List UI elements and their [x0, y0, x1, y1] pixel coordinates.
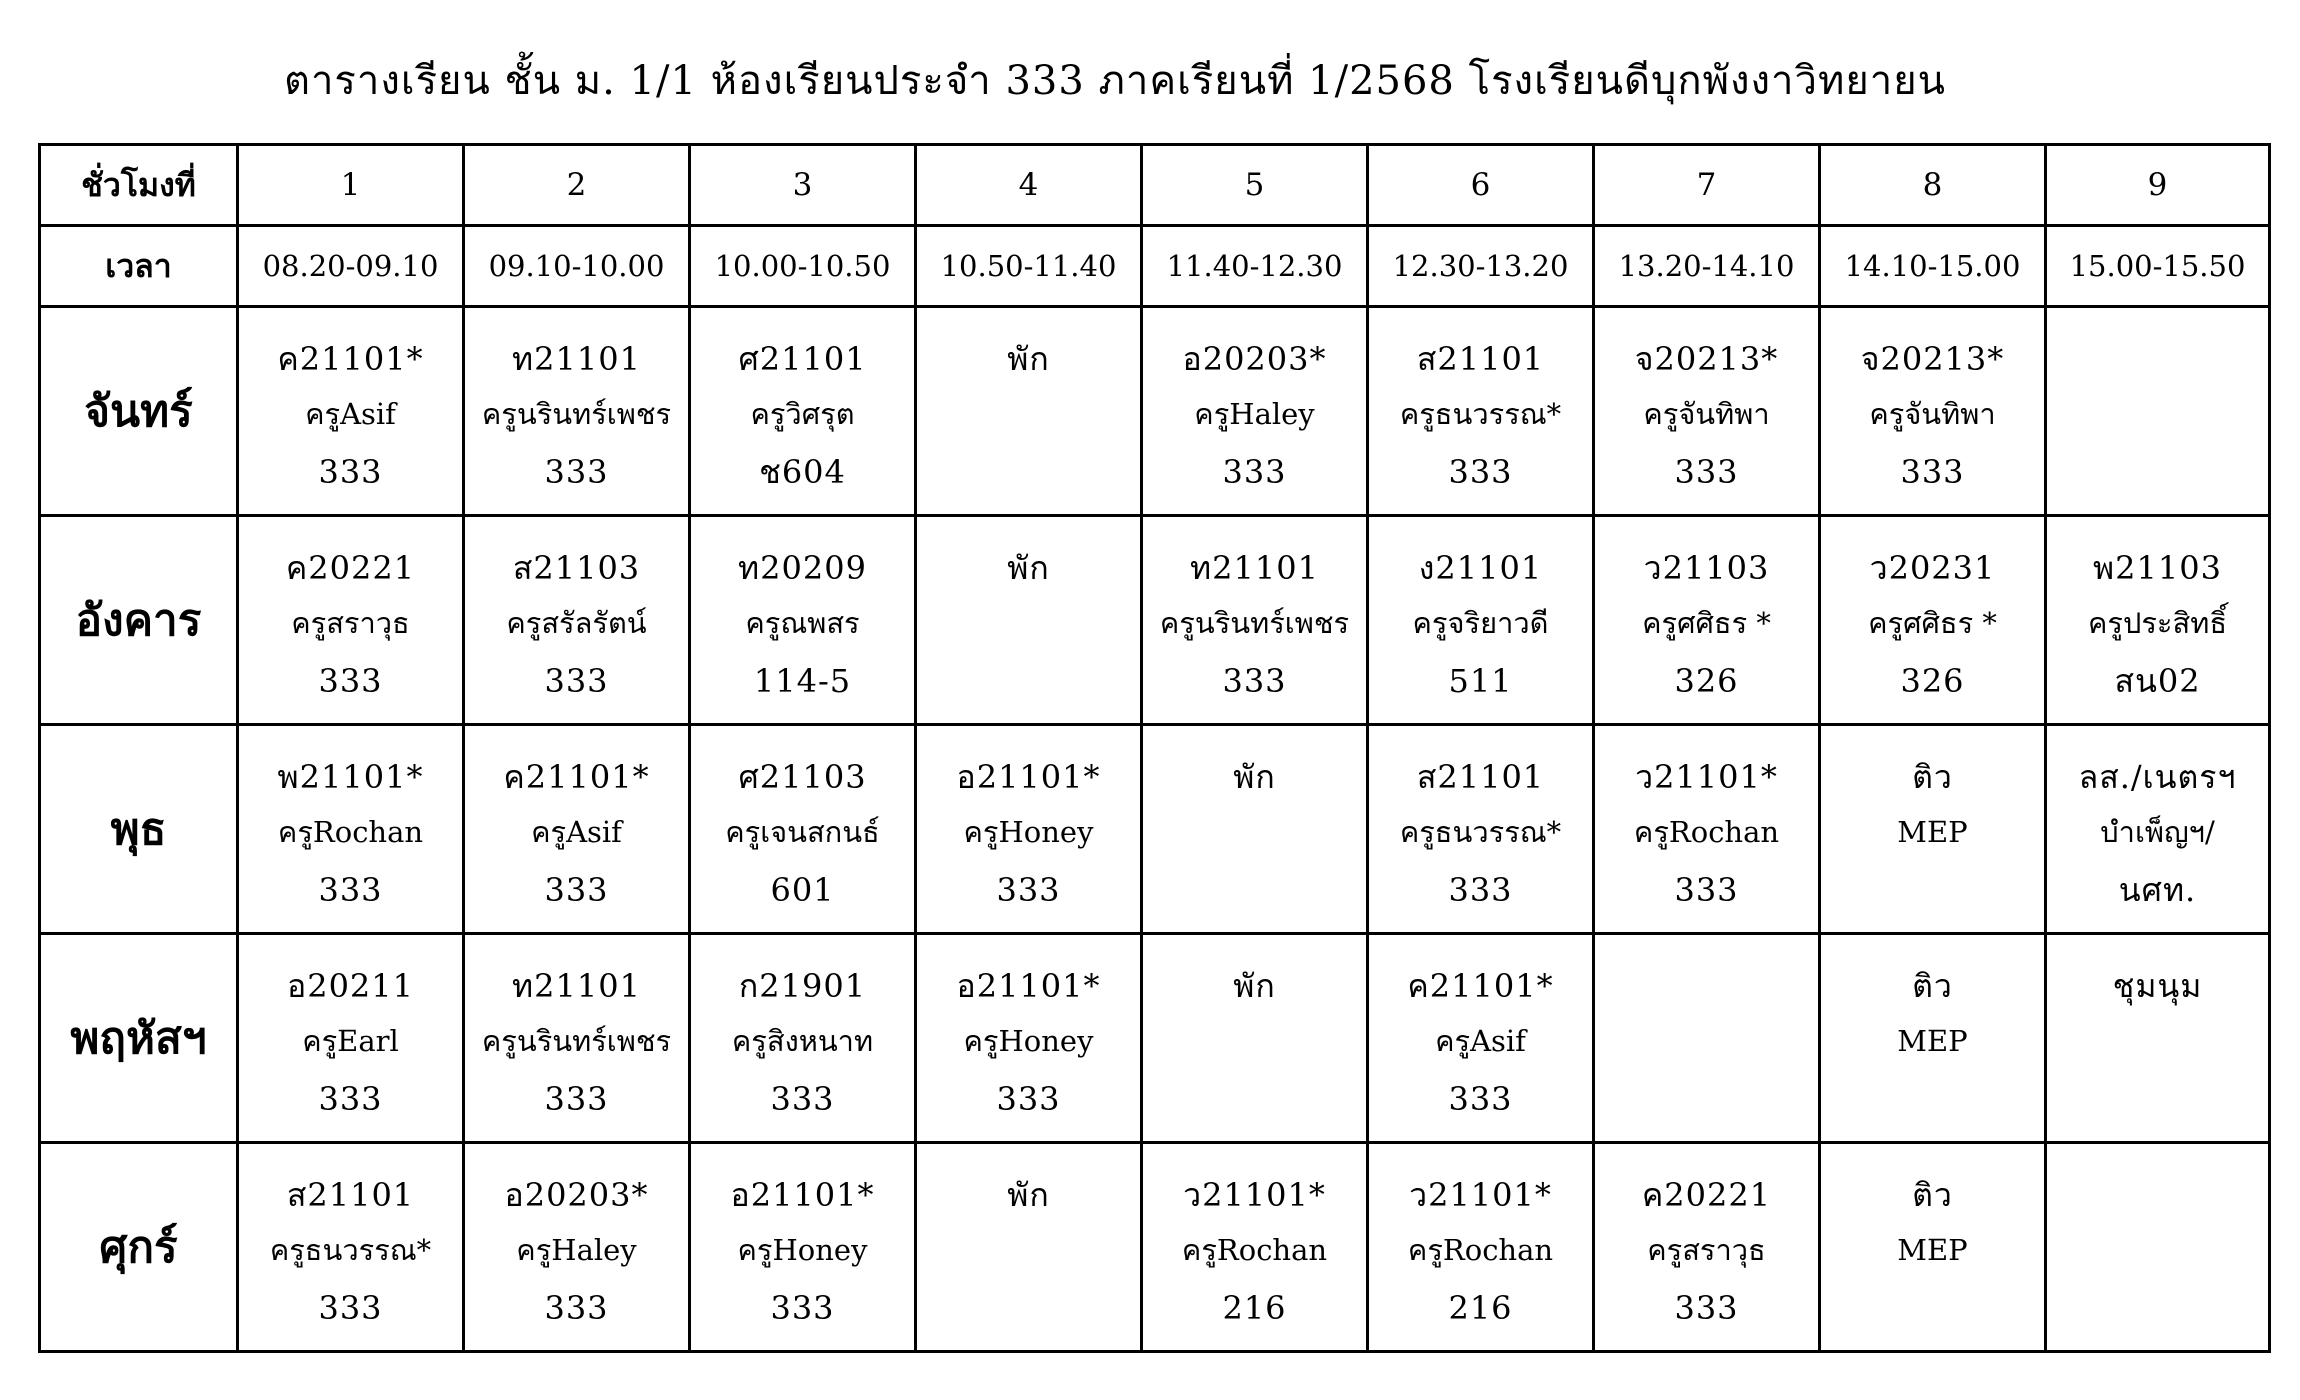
schedule-cell — [690, 307, 916, 516]
teacher-name — [1595, 1011, 1818, 1071]
room-number — [2047, 1280, 2268, 1336]
teacher-name: ครูจันทิพา — [1643, 397, 1770, 431]
schedule-cell — [1594, 934, 1820, 1143]
period-time: 09.10-10.00 — [464, 226, 690, 307]
schedule-cell — [1368, 1143, 1594, 1352]
schedule-cell — [2046, 516, 2270, 725]
schedule-cell — [464, 934, 690, 1143]
teacher-name: ครูRochan — [1407, 1233, 1554, 1267]
room-number — [1821, 1071, 2044, 1127]
room-number — [917, 653, 1140, 709]
room-number — [2047, 444, 2268, 500]
teacher-name: ครูสิงหนาท — [731, 1024, 874, 1058]
room-number: 333 — [544, 453, 609, 491]
day-row — [40, 516, 2270, 725]
period-time: 12.30-13.20 — [1368, 226, 1594, 307]
room-number — [1595, 1071, 1818, 1127]
subject-code: ติว — [1912, 967, 1953, 1005]
teacher-name: ครูจริยาวดี — [1412, 606, 1549, 640]
day-row — [40, 1143, 2270, 1352]
subject-code: พัก — [1007, 340, 1050, 378]
subject-code: ง21101 — [1418, 549, 1543, 587]
schedule-cell — [464, 307, 690, 516]
schedule-cell — [1142, 307, 1368, 516]
subject-code: ว20231 — [1869, 549, 1996, 587]
subject-code: ส21103 — [512, 549, 641, 587]
room-number: 333 — [318, 1289, 383, 1327]
schedule-cell — [2046, 307, 2270, 516]
period-number: 4 — [916, 145, 1142, 226]
room-number: 333 — [1674, 453, 1739, 491]
subject-code: ค21101* — [277, 340, 424, 378]
teacher-name: ครูHoney — [963, 815, 1094, 849]
teacher-name: ครูเจนสกนธ์ — [725, 815, 880, 849]
room-number: 333 — [318, 662, 383, 700]
schedule-cell — [690, 1143, 916, 1352]
period-time: 14.10-15.00 — [1820, 226, 2046, 307]
teacher-name: ครูธนวรรณ* — [269, 1233, 432, 1267]
teacher-name — [917, 384, 1140, 444]
subject-code: ว21101* — [1635, 758, 1778, 796]
period-time: 11.40-12.30 — [1142, 226, 1368, 307]
timetable — [38, 143, 2271, 1353]
subject-code: อ20203* — [1182, 340, 1327, 378]
schedule-cell — [916, 1143, 1142, 1352]
room-number: 333 — [1448, 871, 1513, 909]
schedule-cell — [464, 1143, 690, 1352]
subject-code: ท20209 — [738, 549, 867, 587]
subject-code: ก21901 — [738, 967, 867, 1005]
subject-code: พัก — [1007, 549, 1050, 587]
teacher-name: ครูณพสร — [745, 606, 860, 640]
room-number: 114-5 — [753, 662, 852, 700]
teacher-name — [1143, 802, 1366, 862]
teacher-name: ครูHaley — [516, 1233, 637, 1267]
schedule-cell — [1820, 516, 2046, 725]
subject-code: ว21103 — [1643, 549, 1770, 587]
period-time: 10.00-10.50 — [690, 226, 916, 307]
subject-code: ส21101 — [1416, 340, 1545, 378]
teacher-name: ครูจันทิพา — [1869, 397, 1996, 431]
day-name: ศุกร์ — [40, 1143, 238, 1352]
room-number: 333 — [770, 1289, 835, 1327]
subject-code: ค20221 — [285, 549, 416, 587]
room-number: นศท. — [2118, 871, 2197, 909]
day-row — [40, 307, 2270, 516]
teacher-name: ครูสราวุธ — [1647, 1233, 1766, 1267]
teacher-name: ครูAsif — [531, 815, 622, 849]
subject-code: อ21101* — [730, 1176, 875, 1214]
room-number: 333 — [318, 453, 383, 491]
subject-code: พัก — [1233, 967, 1276, 1005]
schedule-cell — [1142, 516, 1368, 725]
room-number — [1821, 862, 2044, 918]
room-number — [917, 444, 1140, 500]
period-time: 15.00-15.50 — [2046, 226, 2270, 307]
time-row — [40, 226, 2270, 307]
schedule-cell — [1820, 307, 2046, 516]
teacher-name: ครูประสิทธิ์ — [2087, 606, 2228, 640]
period-number: 8 — [1820, 145, 2046, 226]
schedule-cell — [238, 516, 464, 725]
subject-code: ค20221 — [1641, 1176, 1772, 1214]
teacher-name: MEP — [1897, 815, 1968, 849]
room-number: 333 — [544, 1080, 609, 1118]
schedule-cell — [1368, 516, 1594, 725]
room-number: 333 — [1448, 1080, 1513, 1118]
schedule-cell — [1142, 725, 1368, 934]
teacher-name: ครูสรัลรัตน์ — [506, 606, 647, 640]
day-row — [40, 934, 2270, 1143]
schedule-cell — [916, 934, 1142, 1143]
schedule-cell — [916, 725, 1142, 934]
subject-code: ค21101* — [503, 758, 650, 796]
period-number: 2 — [464, 145, 690, 226]
schedule-cell — [238, 1143, 464, 1352]
subject-code: ติว — [1912, 1176, 1953, 1214]
room-number: 333 — [318, 871, 383, 909]
room-number: 216 — [1448, 1289, 1513, 1327]
teacher-name: ครูนรินทร์เพชร — [481, 1024, 672, 1058]
room-number: 333 — [1674, 871, 1739, 909]
room-number: 333 — [996, 871, 1061, 909]
period-time: 10.50-11.40 — [916, 226, 1142, 307]
room-number: 333 — [1900, 453, 1965, 491]
schedule-cell — [690, 725, 916, 934]
room-number: 333 — [1448, 453, 1513, 491]
schedule-cell — [464, 725, 690, 934]
teacher-name: ครูวิศรุต — [750, 397, 855, 431]
teacher-name: ครูสราวุธ — [291, 606, 410, 640]
teacher-name: ครูRochan — [1633, 815, 1780, 849]
room-number — [2047, 1071, 2268, 1127]
schedule-cell — [916, 307, 1142, 516]
schedule-cell — [238, 934, 464, 1143]
time-header: เวลา — [40, 226, 238, 307]
schedule-cell — [1368, 725, 1594, 934]
subject-code: จ20213* — [1634, 340, 1779, 378]
schedule-cell — [1820, 1143, 2046, 1352]
subject-code — [1595, 961, 1818, 1011]
room-number: 333 — [544, 871, 609, 909]
subject-code: ท21101 — [1190, 549, 1319, 587]
room-number: 333 — [996, 1080, 1061, 1118]
period-number: 1 — [238, 145, 464, 226]
schedule-cell — [916, 516, 1142, 725]
schedule-cell — [2046, 1143, 2270, 1352]
subject-code: พัก — [1233, 758, 1276, 796]
schedule-cell — [1368, 934, 1594, 1143]
subject-code — [2047, 334, 2268, 384]
schedule-cell — [1594, 1143, 1820, 1352]
day-name: พฤหัสฯ — [40, 934, 238, 1143]
teacher-name: ครูHaley — [1194, 397, 1315, 431]
period-time: 13.20-14.10 — [1594, 226, 1820, 307]
room-number: 333 — [1222, 453, 1287, 491]
room-number — [1821, 1280, 2044, 1336]
subject-code: จ20213* — [1860, 340, 2005, 378]
day-row — [40, 725, 2270, 934]
subject-code: ค21101* — [1407, 967, 1554, 1005]
room-number: ช604 — [759, 453, 846, 491]
teacher-name: ครูAsif — [1435, 1024, 1526, 1058]
teacher-name: ครูAsif — [305, 397, 396, 431]
teacher-name — [917, 1220, 1140, 1280]
teacher-name — [1143, 1011, 1366, 1071]
schedule-cell — [2046, 725, 2270, 934]
teacher-name: ครูRochan — [1181, 1233, 1328, 1267]
teacher-name: บำเพ็ญฯ/ — [2100, 815, 2215, 849]
room-number — [1143, 862, 1366, 918]
period-number: 6 — [1368, 145, 1594, 226]
teacher-name: ครูHoney — [963, 1024, 1094, 1058]
teacher-name: ครูธนวรรณ* — [1399, 815, 1562, 849]
room-number: 326 — [1674, 662, 1739, 700]
schedule-cell — [1368, 307, 1594, 516]
subject-code: ติว — [1912, 758, 1953, 796]
room-number — [1143, 1071, 1366, 1127]
schedule-cell — [238, 307, 464, 516]
schedule-cell — [1142, 934, 1368, 1143]
room-number: 333 — [770, 1080, 835, 1118]
schedule-cell — [1820, 725, 2046, 934]
teacher-name — [2047, 384, 2268, 444]
schedule-cell — [690, 516, 916, 725]
subject-code: ลส./เนตรฯ — [2078, 758, 2237, 796]
teacher-name: ครูนรินทร์เพชร — [481, 397, 672, 431]
subject-code: พัก — [1007, 1176, 1050, 1214]
period-number: 9 — [2046, 145, 2270, 226]
teacher-name: ครูEarl — [302, 1024, 399, 1058]
teacher-name: ครูศศิธร * — [1642, 606, 1771, 640]
subject-code: ศ21101 — [738, 340, 867, 378]
teacher-name: ครูHoney — [737, 1233, 868, 1267]
page-title: ตารางเรียน ชั้น ม. 1/1 ห้องเรียนประจำ 333 ภาคเรียนที่ 1/2568 โรงเรียนดีบุกพังงาวิทยายน — [283, 58, 1947, 104]
room-number — [917, 1280, 1140, 1336]
subject-code: ท21101 — [512, 967, 641, 1005]
subject-code: ว21101* — [1183, 1176, 1326, 1214]
day-name: อังคาร — [40, 516, 238, 725]
subject-code: ศ21103 — [738, 758, 867, 796]
schedule-cell — [690, 934, 916, 1143]
schedule-cell — [238, 725, 464, 934]
period-number: 3 — [690, 145, 916, 226]
schedule-cell — [464, 516, 690, 725]
subject-code: ส21101 — [1416, 758, 1545, 796]
room-number: 333 — [544, 662, 609, 700]
teacher-name: ครูศศิธร * — [1868, 606, 1997, 640]
room-number: สน02 — [2114, 662, 2201, 700]
subject-code: ท21101 — [512, 340, 641, 378]
period-number: 5 — [1142, 145, 1368, 226]
room-number: 216 — [1222, 1289, 1287, 1327]
subject-code: อ20211 — [286, 967, 414, 1005]
room-number: 333 — [544, 1289, 609, 1327]
room-number: 326 — [1900, 662, 1965, 700]
period-header: ชั่วโมงที่ — [40, 145, 238, 226]
teacher-name: ครูRochan — [277, 815, 424, 849]
schedule-cell — [1594, 516, 1820, 725]
schedule-cell — [1820, 934, 2046, 1143]
schedule-cell — [1142, 1143, 1368, 1352]
subject-code: ส21101 — [286, 1176, 415, 1214]
subject-code: ว21101* — [1409, 1176, 1552, 1214]
period-number: 7 — [1594, 145, 1820, 226]
subject-code: อ21101* — [956, 758, 1101, 796]
room-number: 333 — [318, 1080, 383, 1118]
teacher-name: ครูธนวรรณ* — [1399, 397, 1562, 431]
teacher-name: MEP — [1897, 1024, 1968, 1058]
teacher-name: MEP — [1897, 1233, 1968, 1267]
room-number: 601 — [770, 871, 835, 909]
subject-code: ชุมนุม — [2112, 967, 2203, 1005]
teacher-name — [2047, 1220, 2268, 1280]
schedule-cell — [1594, 307, 1820, 516]
subject-code: พ21101* — [277, 758, 424, 796]
teacher-name — [917, 593, 1140, 653]
room-number: 511 — [1448, 662, 1513, 700]
day-name: พุธ — [40, 725, 238, 934]
schedule-cell — [1594, 725, 1820, 934]
day-name: จันทร์ — [40, 307, 238, 516]
subject-code — [2047, 1170, 2268, 1220]
subject-code: อ21101* — [956, 967, 1101, 1005]
subject-code: อ20203* — [504, 1176, 649, 1214]
teacher-name — [2047, 1011, 2268, 1071]
period-row — [40, 145, 2270, 226]
room-number: 333 — [1674, 1289, 1739, 1327]
teacher-name: ครูนรินทร์เพชร — [1159, 606, 1350, 640]
subject-code: พ21103 — [2093, 549, 2222, 587]
room-number: 333 — [1222, 662, 1287, 700]
schedule-cell — [2046, 934, 2270, 1143]
period-time: 08.20-09.10 — [238, 226, 464, 307]
